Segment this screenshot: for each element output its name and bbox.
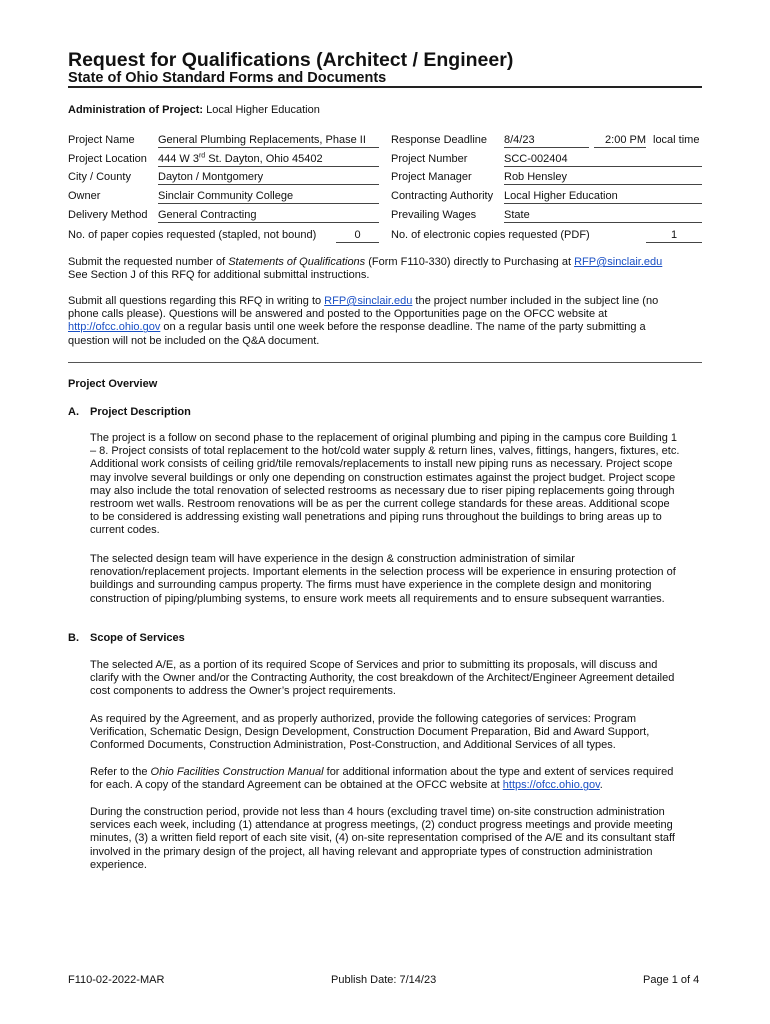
paragraph-line: may also include the total renovation of selected restrooms as necessary due to riser piping replacements going through: [90, 484, 675, 497]
paragraph-line: restroom wet walls. Restroom renovations will be as per the current college standards for these areas. Additional scope: [90, 498, 670, 511]
section-divider: [68, 362, 702, 363]
paragraph-line: buildings and surrounding campus property. The firms must have experience in the complete design and monitoring: [90, 579, 652, 592]
submit-line-2: See Section J of this RFQ for additional submittal instructions.: [68, 269, 370, 282]
ofcc-website-link[interactable]: http://ofcc.ohio.gov: [68, 321, 161, 334]
scope-paragraph-3: [90, 766, 673, 792]
paragraph-line: renovation/replacement projects. Important elements in the selection process will be experience in ensuring protection of: [90, 566, 676, 579]
section-b-letter: B.: [68, 632, 79, 644]
paragraph-line: The selected A/E, as a portion of its required Scope of Services and prior to submitting its proposals, will discuss and: [90, 659, 658, 671]
paragraph-line: experience.: [90, 858, 147, 871]
manual-title: Ohio Facilities Construction Manual: [150, 766, 324, 778]
project-location-label: Project Location: [68, 153, 147, 165]
prevailing-wages-label: Prevailing Wages: [391, 209, 477, 221]
submit-email-link[interactable]: RFP@sinclair.edu: [574, 256, 663, 268]
paragraph-text: .: [599, 779, 603, 792]
submit-line-1: [68, 256, 662, 269]
questions-text: on a regular basis until one week before the response deadline. The name of the party submitting a: [160, 321, 646, 334]
owner-value: Sinclair Community College: [158, 190, 379, 204]
submit-text: Submit the requested number of: [68, 256, 229, 268]
project-manager-value: Rob Hensley: [504, 171, 702, 185]
paragraph-line: services each week, including (1) attendance at progress meetings, (2) conduct progress meetings and provide meeting: [90, 819, 673, 832]
electronic-copies-value: 1: [646, 229, 702, 243]
owner-label: Owner: [68, 190, 101, 202]
paragraph-line: Verification, Schematic Design, Design Development, Construction Document Preparation, Bid and Award Support,: [90, 726, 650, 739]
submit-text: (Form F110-330) directly to Purchasing at: [365, 256, 575, 268]
paragraph-text: for each. A copy of the standard Agreement can be obtained at the OFCC website at: [90, 779, 503, 792]
paragraph-line: Additional work consists of ceiling grid/tile removals/replacements to install new piping runs as necessary. Project scope: [90, 458, 673, 471]
city-county-value: Dayton / Montgomery: [158, 171, 379, 185]
document-subtitle: State of Ohio Standard Forms and Documents: [68, 70, 387, 86]
project-location-ordinal: rd: [198, 152, 206, 160]
submit-instructions: [68, 256, 662, 282]
document-title: Request for Qualifications (Architect / Engineer): [68, 49, 514, 71]
questions-line-2: phone calls please). Questions will be answered and posted to the Opportunities page on the OFCC website at: [68, 308, 608, 321]
prevailing-wages-value: State: [504, 209, 702, 223]
contracting-authority-value: Local Higher Education: [504, 190, 702, 204]
paragraph-line: As required by the Agreement, and as properly authorized, provide the following categories of services: Program: [90, 713, 637, 725]
project-overview-heading: Project Overview: [68, 378, 158, 390]
project-number-label: Project Number: [391, 153, 468, 165]
administration-line: [68, 104, 320, 118]
project-location-city: St. Dayton, Ohio 45402: [205, 153, 323, 165]
project-name-value: General Plumbing Replacements, Phase II: [158, 134, 379, 148]
project-number-value: SCC-002404: [504, 153, 702, 167]
electronic-copies-label: No. of electronic copies requested (PDF): [391, 229, 590, 241]
paragraph-line: During the construction period, provide not less than 4 hours (excluding travel time) on-site construction administration: [90, 806, 665, 818]
footer-form-id: F110-02-2022-MAR: [68, 974, 165, 986]
project-location-value: [158, 153, 379, 167]
header-divider: [68, 86, 702, 88]
ofcc-https-link[interactable]: https://ofcc.ohio.gov: [502, 779, 600, 792]
administration-value: Local Higher Education: [206, 104, 320, 116]
response-deadline-date: 8/4/23: [504, 134, 589, 148]
questions-line-4: question will not be included on the Q&A document.: [68, 334, 320, 347]
paragraph-line: Conformed Documents, Construction Administration, Post-Construction, and Additional Services of all types.: [90, 739, 616, 752]
paragraph-line: cost components to address the Owner’s project requirements.: [90, 685, 396, 698]
footer-publish-date: Publish Date: 7/14/23: [331, 974, 437, 986]
paragraph-line: construction of piping/plumbing systems, to ensure work meets all requirements and to ensure subsequent warranties.: [90, 592, 665, 605]
questions-text: Submit all questions regarding this RFQ in writing to: [68, 295, 325, 307]
paragraph-line: clarify with the Owner and/or the Contracting Authority, the cost breakdown of the Architect/Engineer Agreement detailed: [90, 672, 675, 685]
submit-form-name: Statements of Qualifications: [228, 256, 366, 268]
paragraph-line: The project is a follow on second phase to the replacement of original plumbing and piping in the campus core Building 1: [90, 432, 678, 444]
scope-paragraph-2: [90, 713, 649, 753]
delivery-method-value: General Contracting: [158, 209, 379, 223]
project-description-paragraph-1: [90, 432, 679, 538]
project-manager-label: Project Manager: [391, 171, 472, 183]
section-a-letter: A.: [68, 406, 79, 418]
questions-text: the project number included in the subject line (no: [412, 295, 659, 307]
paragraph-line: current codes.: [90, 524, 160, 537]
questions-line-3: [68, 321, 658, 334]
questions-paragraph: [68, 295, 658, 348]
paragraph-line: The selected design team will have experience in the design & construction administration of similar: [90, 553, 575, 565]
paragraph-line: minutes, (3) a written field report of each site visit, (4) on-site representation comprised of the A/E and its consultant staff: [90, 832, 675, 845]
paragraph-line: [90, 779, 673, 792]
paragraph-line: – 8. Project consists of total replacement to the hot/cold water supply & return lines, valves, fittings, hangers, fixtures, etc.: [90, 445, 680, 458]
paper-copies-value: 0: [336, 229, 379, 243]
paragraph-text: Refer to the: [90, 766, 151, 778]
city-county-label: City / County: [68, 171, 131, 183]
contracting-authority-label: Contracting Authority: [391, 190, 494, 202]
paragraph-line: involved in the primary design of the project, all having relevant and appropriate types of construction administration: [90, 845, 653, 858]
paragraph-text: for additional information about the type and extent of services required: [323, 766, 674, 778]
project-description-paragraph-2: [90, 553, 676, 606]
delivery-method-label: Delivery Method: [68, 209, 148, 221]
response-deadline-suffix: local time: [653, 134, 700, 146]
scope-paragraph-1: [90, 659, 674, 699]
response-deadline-label: Response Deadline: [391, 134, 488, 146]
project-location-street: 444 W 3: [158, 153, 199, 165]
paragraph-line: [90, 766, 673, 779]
response-deadline-time: 2:00 PM: [594, 134, 646, 148]
scope-paragraph-4: [90, 806, 675, 872]
paragraph-line: to be considered is addressing existing wall penetrations and piping runs throughout the buildings to bring areas up to: [90, 511, 662, 524]
section-b-heading: Scope of Services: [90, 632, 185, 644]
paragraph-line: may involve several buildings or only one depending on construction estimates against the project budget. Project scope: [90, 471, 676, 484]
project-name-label: Project Name: [68, 134, 135, 146]
paper-copies-label: No. of paper copies requested (stapled, not bound): [68, 229, 317, 241]
section-a-heading: Project Description: [90, 406, 191, 418]
questions-email-link[interactable]: RFP@sinclair.edu: [324, 295, 413, 307]
questions-line-1: [68, 295, 658, 308]
footer-page-number: Page 1 of 4: [643, 974, 700, 986]
administration-label: Administration of Project:: [68, 104, 204, 116]
